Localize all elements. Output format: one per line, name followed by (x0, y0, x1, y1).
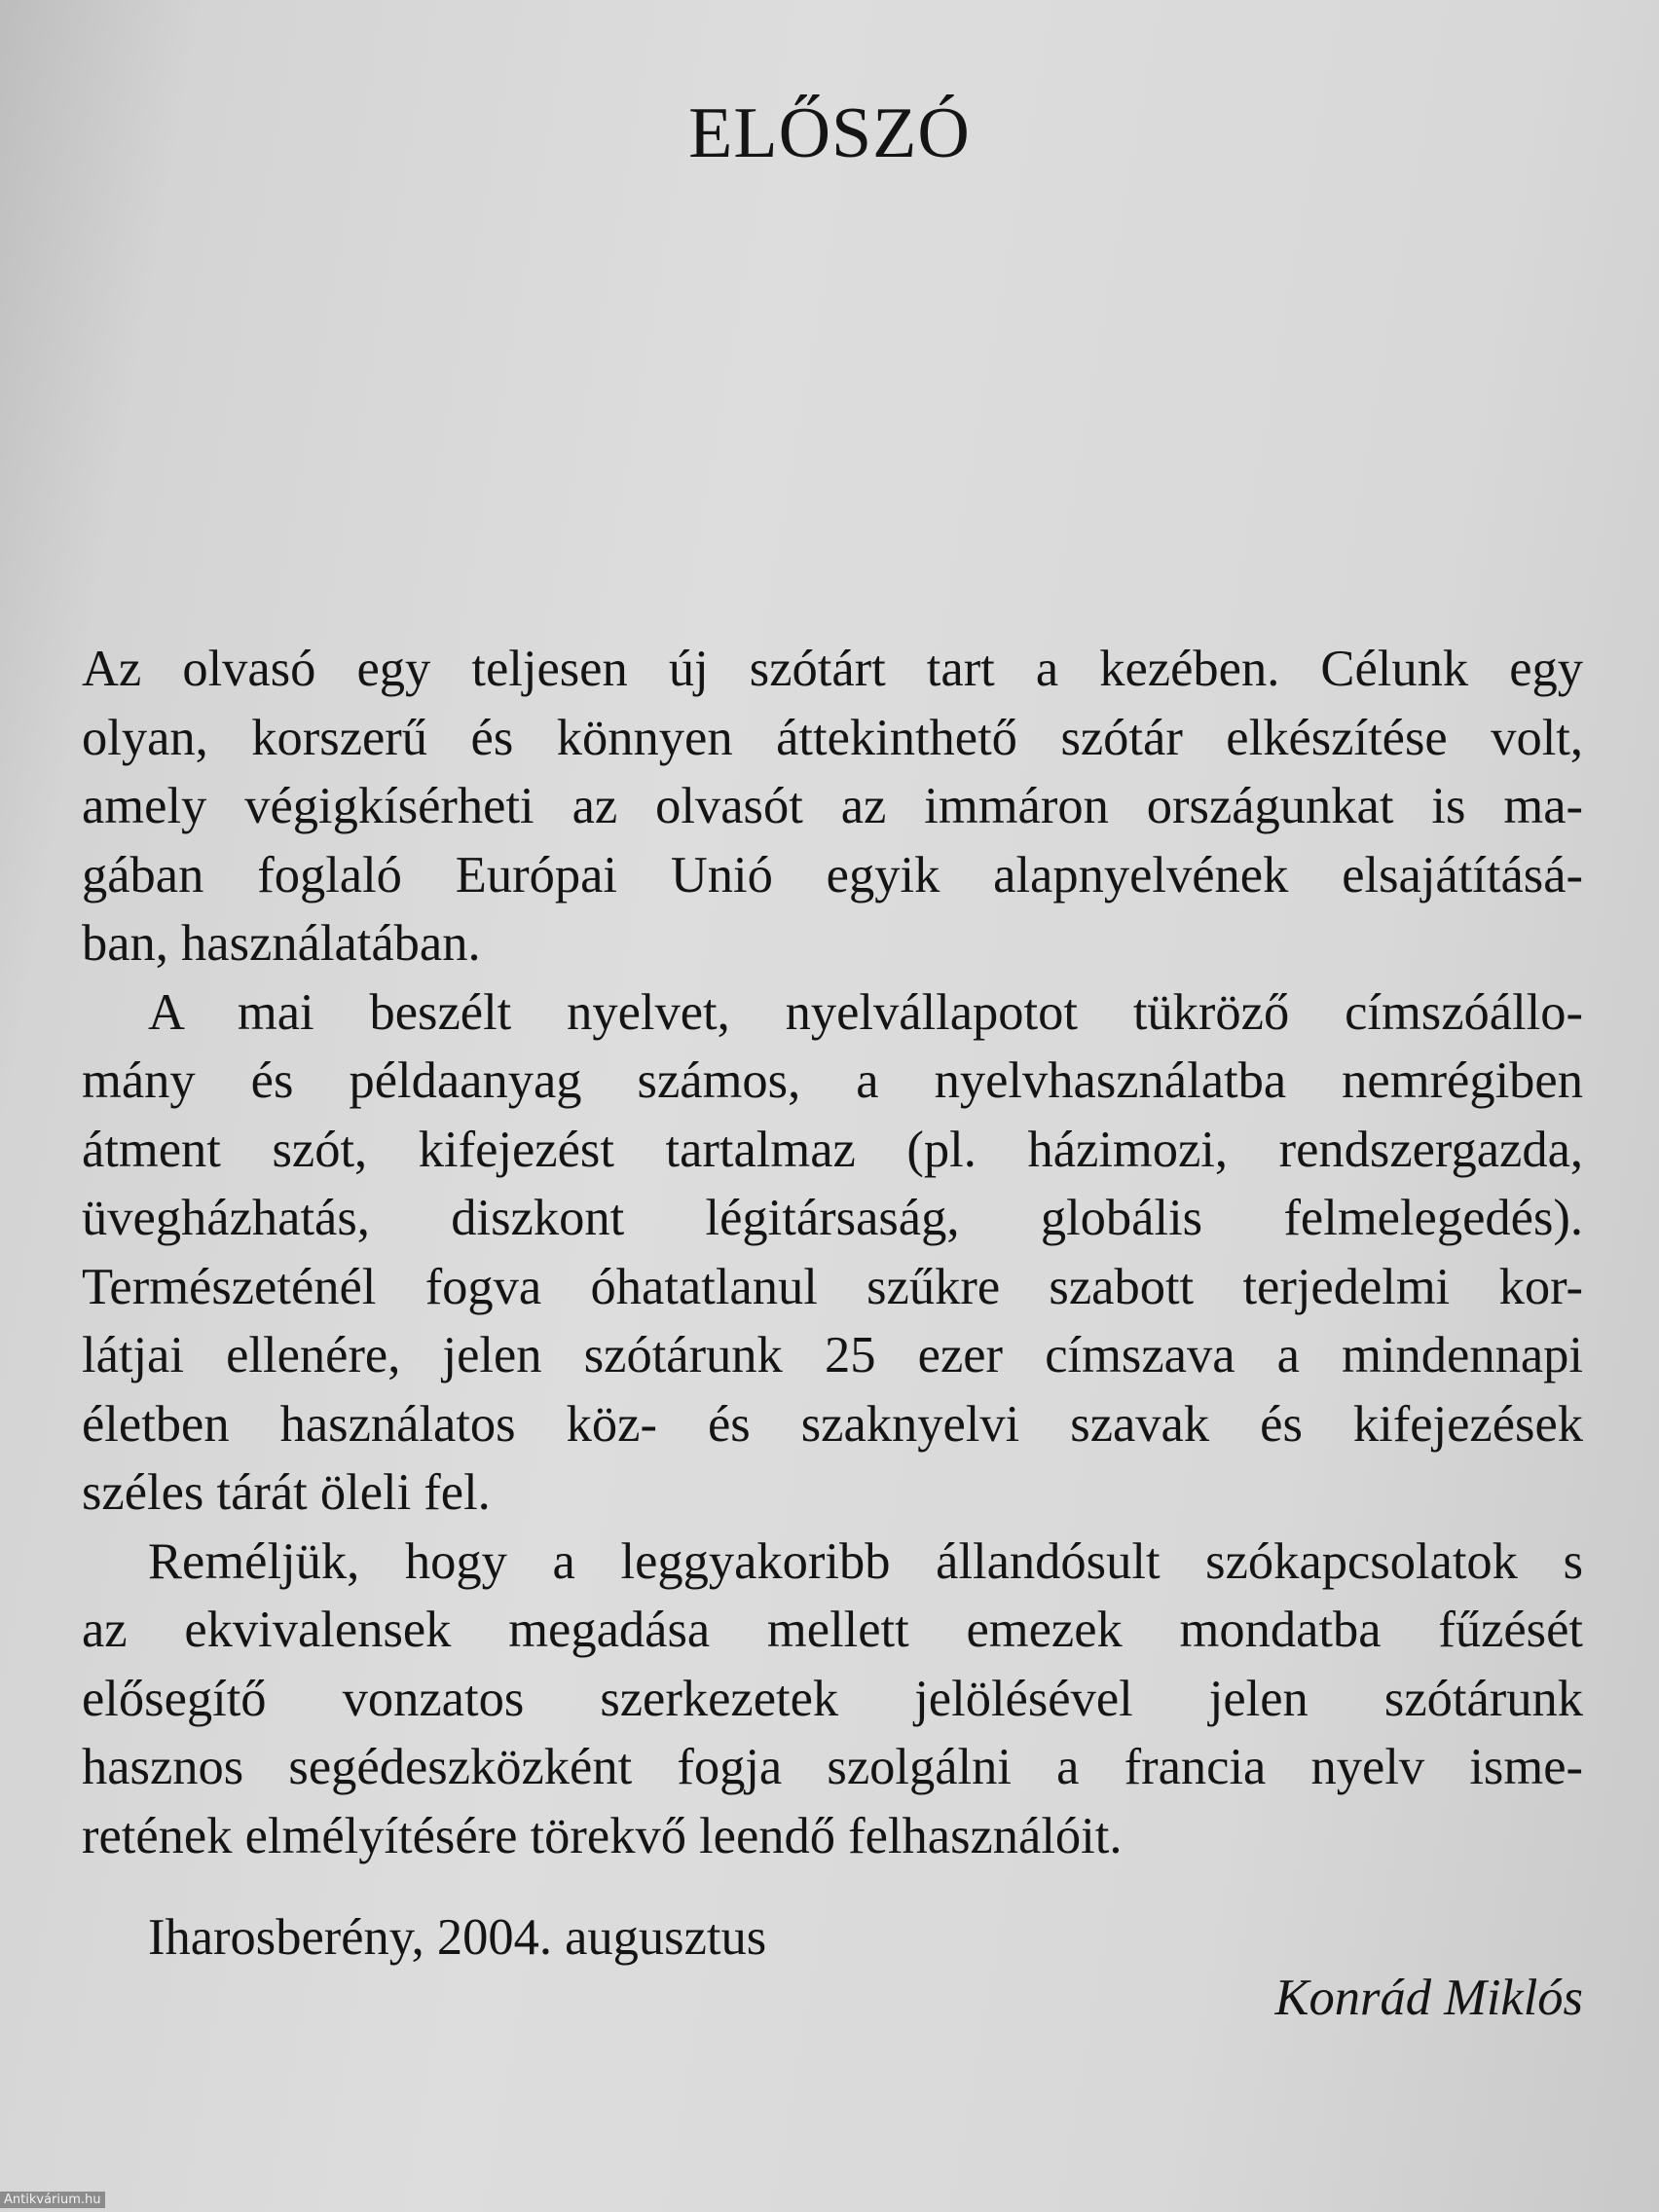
site-watermark: Antikvárium.hu (0, 2192, 105, 2208)
page-title: ELŐSZÓ (688, 93, 971, 173)
author-signature: Konrád Miklós (1274, 1970, 1583, 2026)
paragraph-line: az ekvivalensek megadása mellett emezek mondatba fűzését (82, 1602, 1583, 1658)
foreword-body (82, 635, 1583, 1870)
paragraph-line: Reméljük, hogy a leggyakoribb állandósult szókapcsolatok s (148, 1532, 1583, 1590)
paragraph-line: elősegítő vonzatos szerkezetek jelölésével jelen szótárunk (82, 1670, 1583, 1727)
paragraph-line: A mai beszélt nyelvet, nyelvállapotot tükröző címszóállo- (148, 983, 1583, 1041)
paragraph-line: mány és példaanyag számos, a nyelvhasználatba nemrégiben (82, 1052, 1583, 1109)
paragraph-line: olyan, korszerű és könnyen áttekinthető szótár elkészítése volt, (82, 709, 1583, 766)
place-and-date: Iharosberény, 2004. augusztus (148, 1909, 767, 1966)
paragraph-line: átment szót, kifejezést tartalmaz (pl. házimozi, rendszergazda, (82, 1121, 1583, 1178)
paragraph-line: Az olvasó egy teljesen új szótárt tart a kezében. Célunk egy (82, 641, 1583, 697)
paragraph-3 (82, 1528, 1583, 1871)
paragraph-line: látjai ellenére, jelen szótárunk 25 ezer címszava a mindennapi (82, 1327, 1583, 1383)
paragraph-line: retének elmélyítésére törekvő leendő felhasználóit. (82, 1807, 1123, 1864)
paragraph-line: amely végigkísérheti az olvasót az immáron országunkat is ma- (82, 778, 1583, 834)
paragraph-line: ban, használatában. (82, 915, 481, 972)
paragraph-line: üvegházhatás, diszkont légitársaság, globális felmelegedés). (82, 1190, 1583, 1246)
paragraph-line: életben használatos köz- és szaknyelvi szavak és kifejezések (82, 1395, 1583, 1453)
paragraph-1 (82, 635, 1583, 978)
paragraph-line: gában foglaló Európai Unió egyik alapnyelvének elsajátításá- (82, 846, 1583, 903)
paragraph-line: Természeténél fogva óhatatlanul szűkre szabott terjedelmi kor- (82, 1258, 1583, 1315)
paragraph-line: hasznos segédeszközként fogja szolgálni a francia nyelv isme- (82, 1739, 1583, 1795)
paragraph-line: széles tárát öleli fel. (82, 1464, 491, 1521)
paragraph-2 (82, 978, 1583, 1528)
